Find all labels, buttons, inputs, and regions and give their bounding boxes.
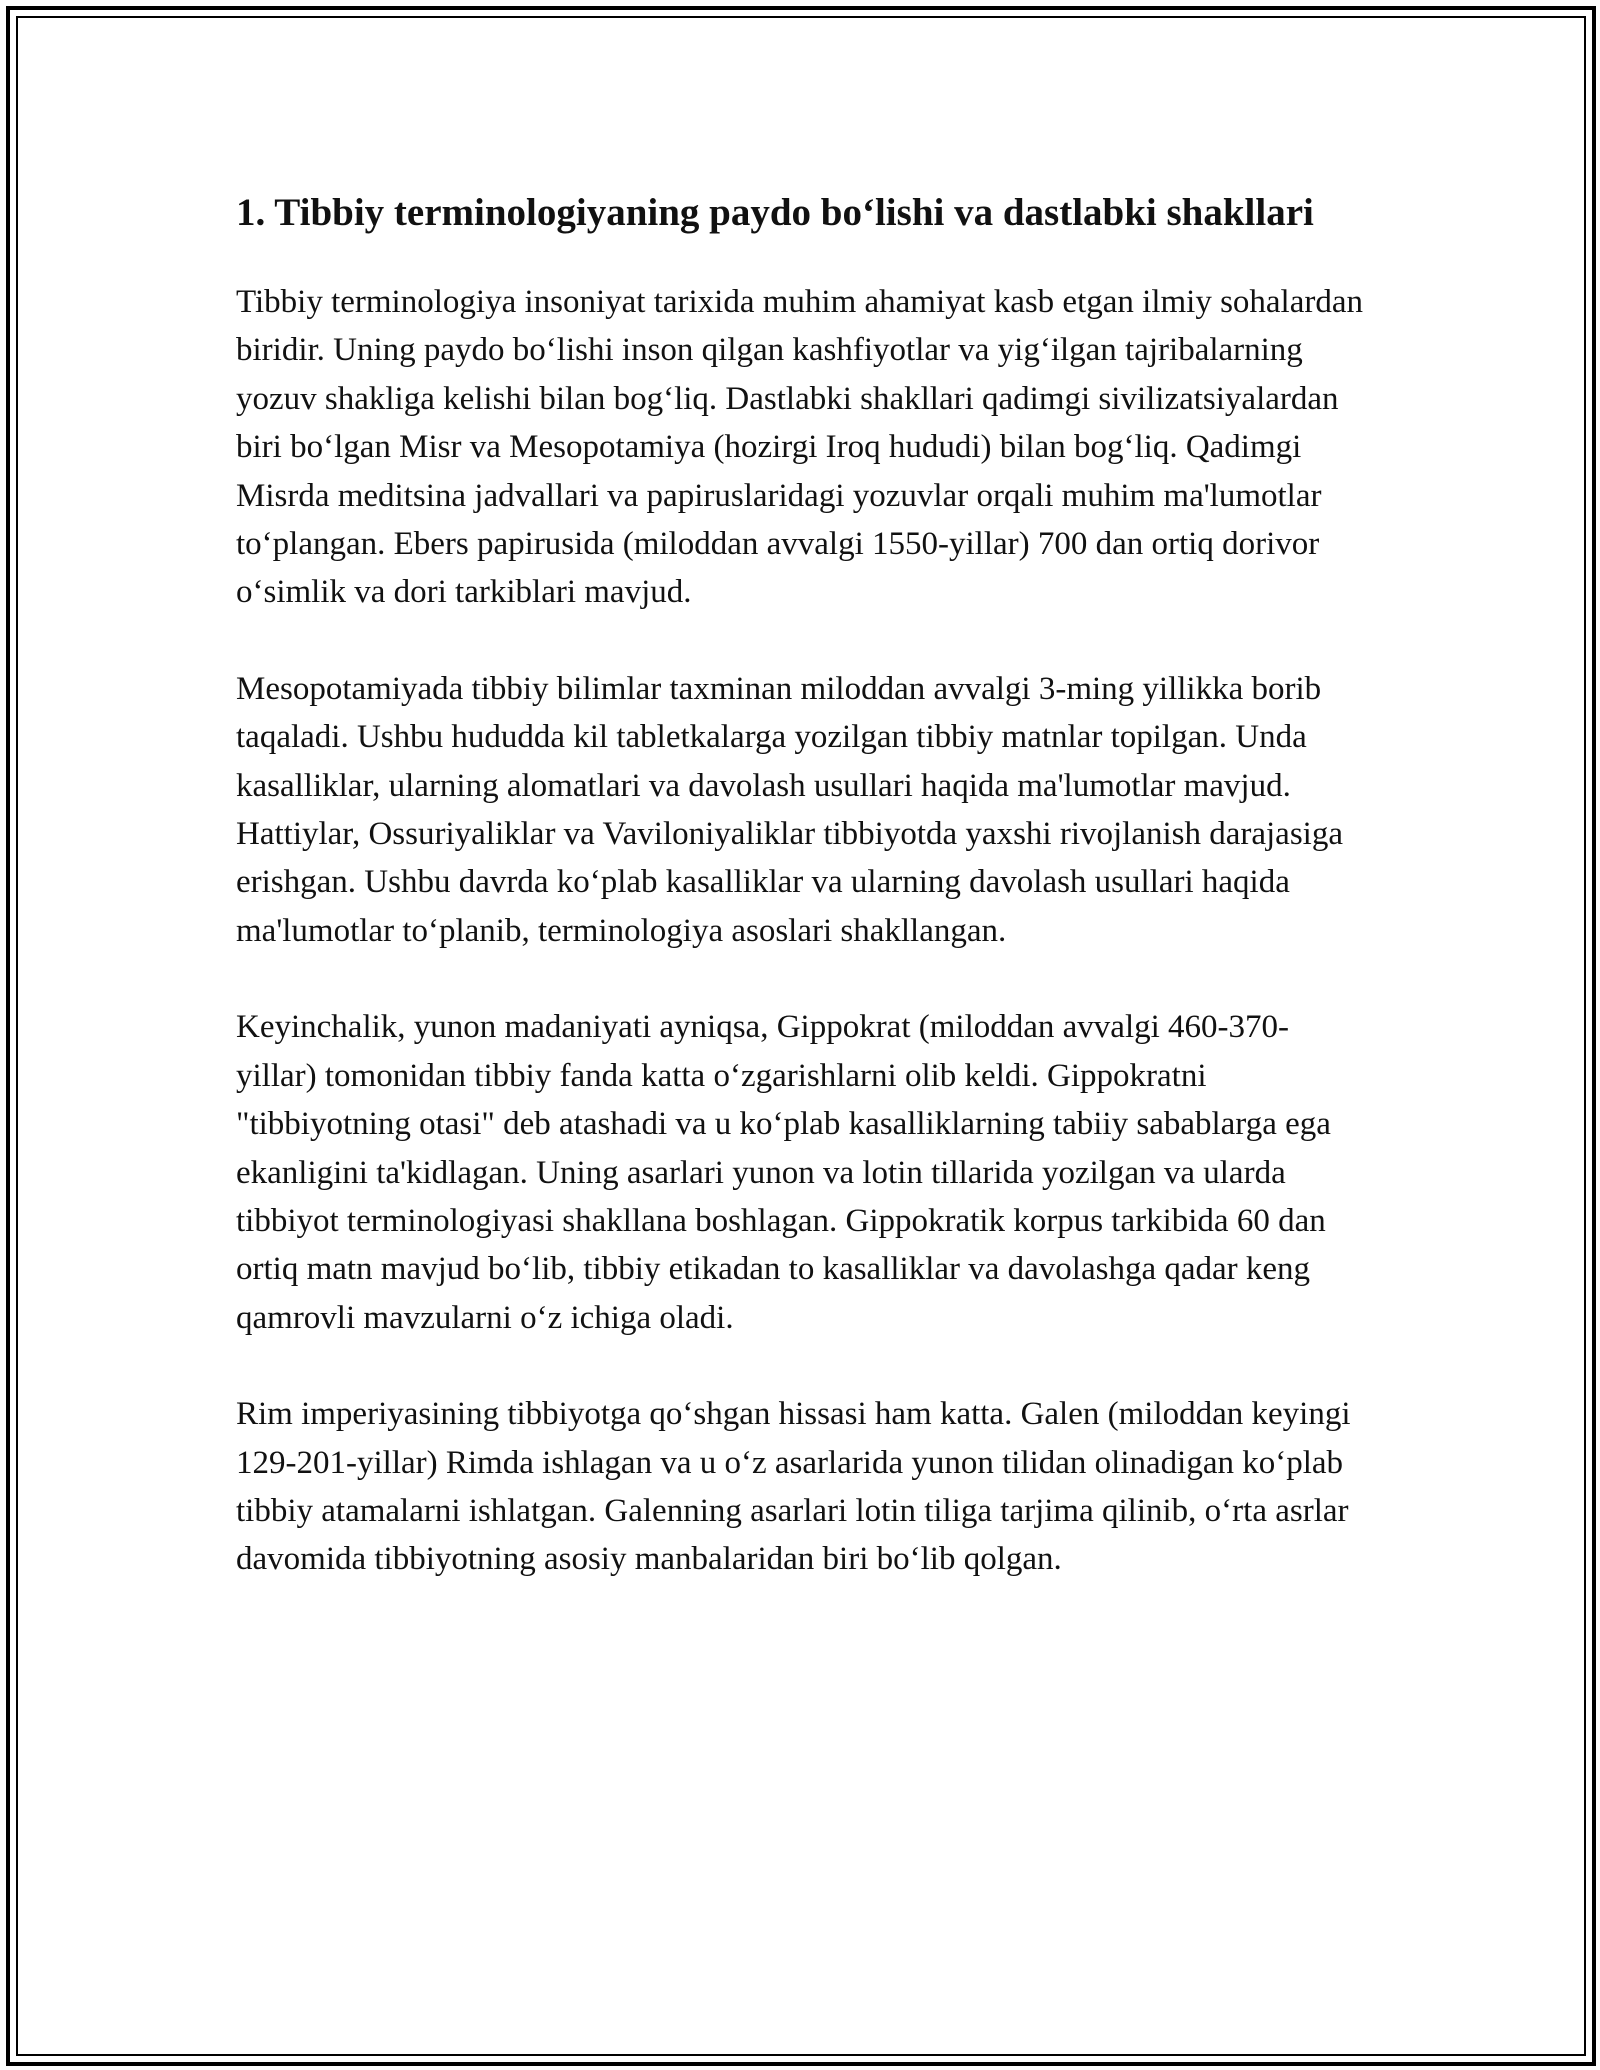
document-body (236, 186, 1364, 1632)
section-heading: 1. Tibbiy terminologiyaning paydo bo‘lishi va dastlabki shakllari (236, 191, 1314, 234)
paragraph-hippocrates: Keyinchalik, yunon madaniyati ayniqsa, Gippokrat (miloddan avvalgi 460-370-yillar) tomonidan tibbiy fanda katta o‘zgarishlarni olib keldi. Gippokratni "tibbiyotning otasi" deb atashadi va u ko‘plab kasalliklarning tabiiy sabablarga ega ekanligini ta'kidlagan. Uning asarlari yunon va lotin tillarida yozilgan va ularda tibbiyot terminologiyasi shakllana boshlagan. Gippokratik korpus tarkibida 60 dan ortiq matn mavjud bo‘lib, tibbiy etikadan to kasalliklar va davolashga qadar keng qamrovli mavzularni o‘z ichiga oladi. (236, 1009, 1331, 1336)
paragraph-egypt-mesopotamia: Tibbiy terminologiya insoniyat tarixida muhim ahamiyat kasb etgan ilmiy sohalardan biridir. Uning paydo bo‘lishi inson qilgan kashfiyotlar va yig‘ilgan tajribalarning yozuv shakliga kelishi bilan bog‘liq. Dastlabki shakllari qadimgi sivilizatsiyalardan biri bo‘lgan Misr va Mesopotamiya (hozirgi Iroq hududi) bilan bog‘liq. Qadimgi Misrda meditsina jadvallari va papiruslaridagi yozuvlar orqali muhim ma'lumotlar to‘plangan. Ebers papirusida (miloddan avvalgi 1550-yillar) 700 dan ortiq dorivor o‘simlik va dori tarkiblari mavjud. (236, 284, 1364, 611)
paragraph-mesopotamia: Mesopotamiyada tibbiy bilimlar taxminan miloddan avvalgi 3-ming yillikka borib taqaladi. Ushbu hududda kil tabletkalarga yozilgan tibbiy matnlar topilgan. Unda kasalliklar, ularning alomatlari va davolash usullari haqida ma'lumotlar mavjud. Hattiylar, Ossuriyaliklar va Vaviloniyaliklar tibbiyotda yaxshi rivojlanish darajasiga erishgan. Ushbu davrda ko‘plab kasalliklar va ularning davolash usullari haqida ma'lumotlar to‘planib, terminologiya asoslari shakllangan. (236, 670, 1343, 949)
paragraph-rome-galen: Rim imperiyasining tibbiyotga qo‘shgan hissasi ham katta. Galen (miloddan keyingi 129-201-yillar) Rimda ishlagan va u o‘z asarlarida yunon tilidan olinadigan ko‘plab tibbiy atamalarni ishlatgan. Galenning asarlari lotin tiliga tarjima qilinib, o‘rta asrlar davomida tibbiyotning asosiy manbalaridan biri bo‘lib qolgan. (236, 1396, 1351, 1578)
